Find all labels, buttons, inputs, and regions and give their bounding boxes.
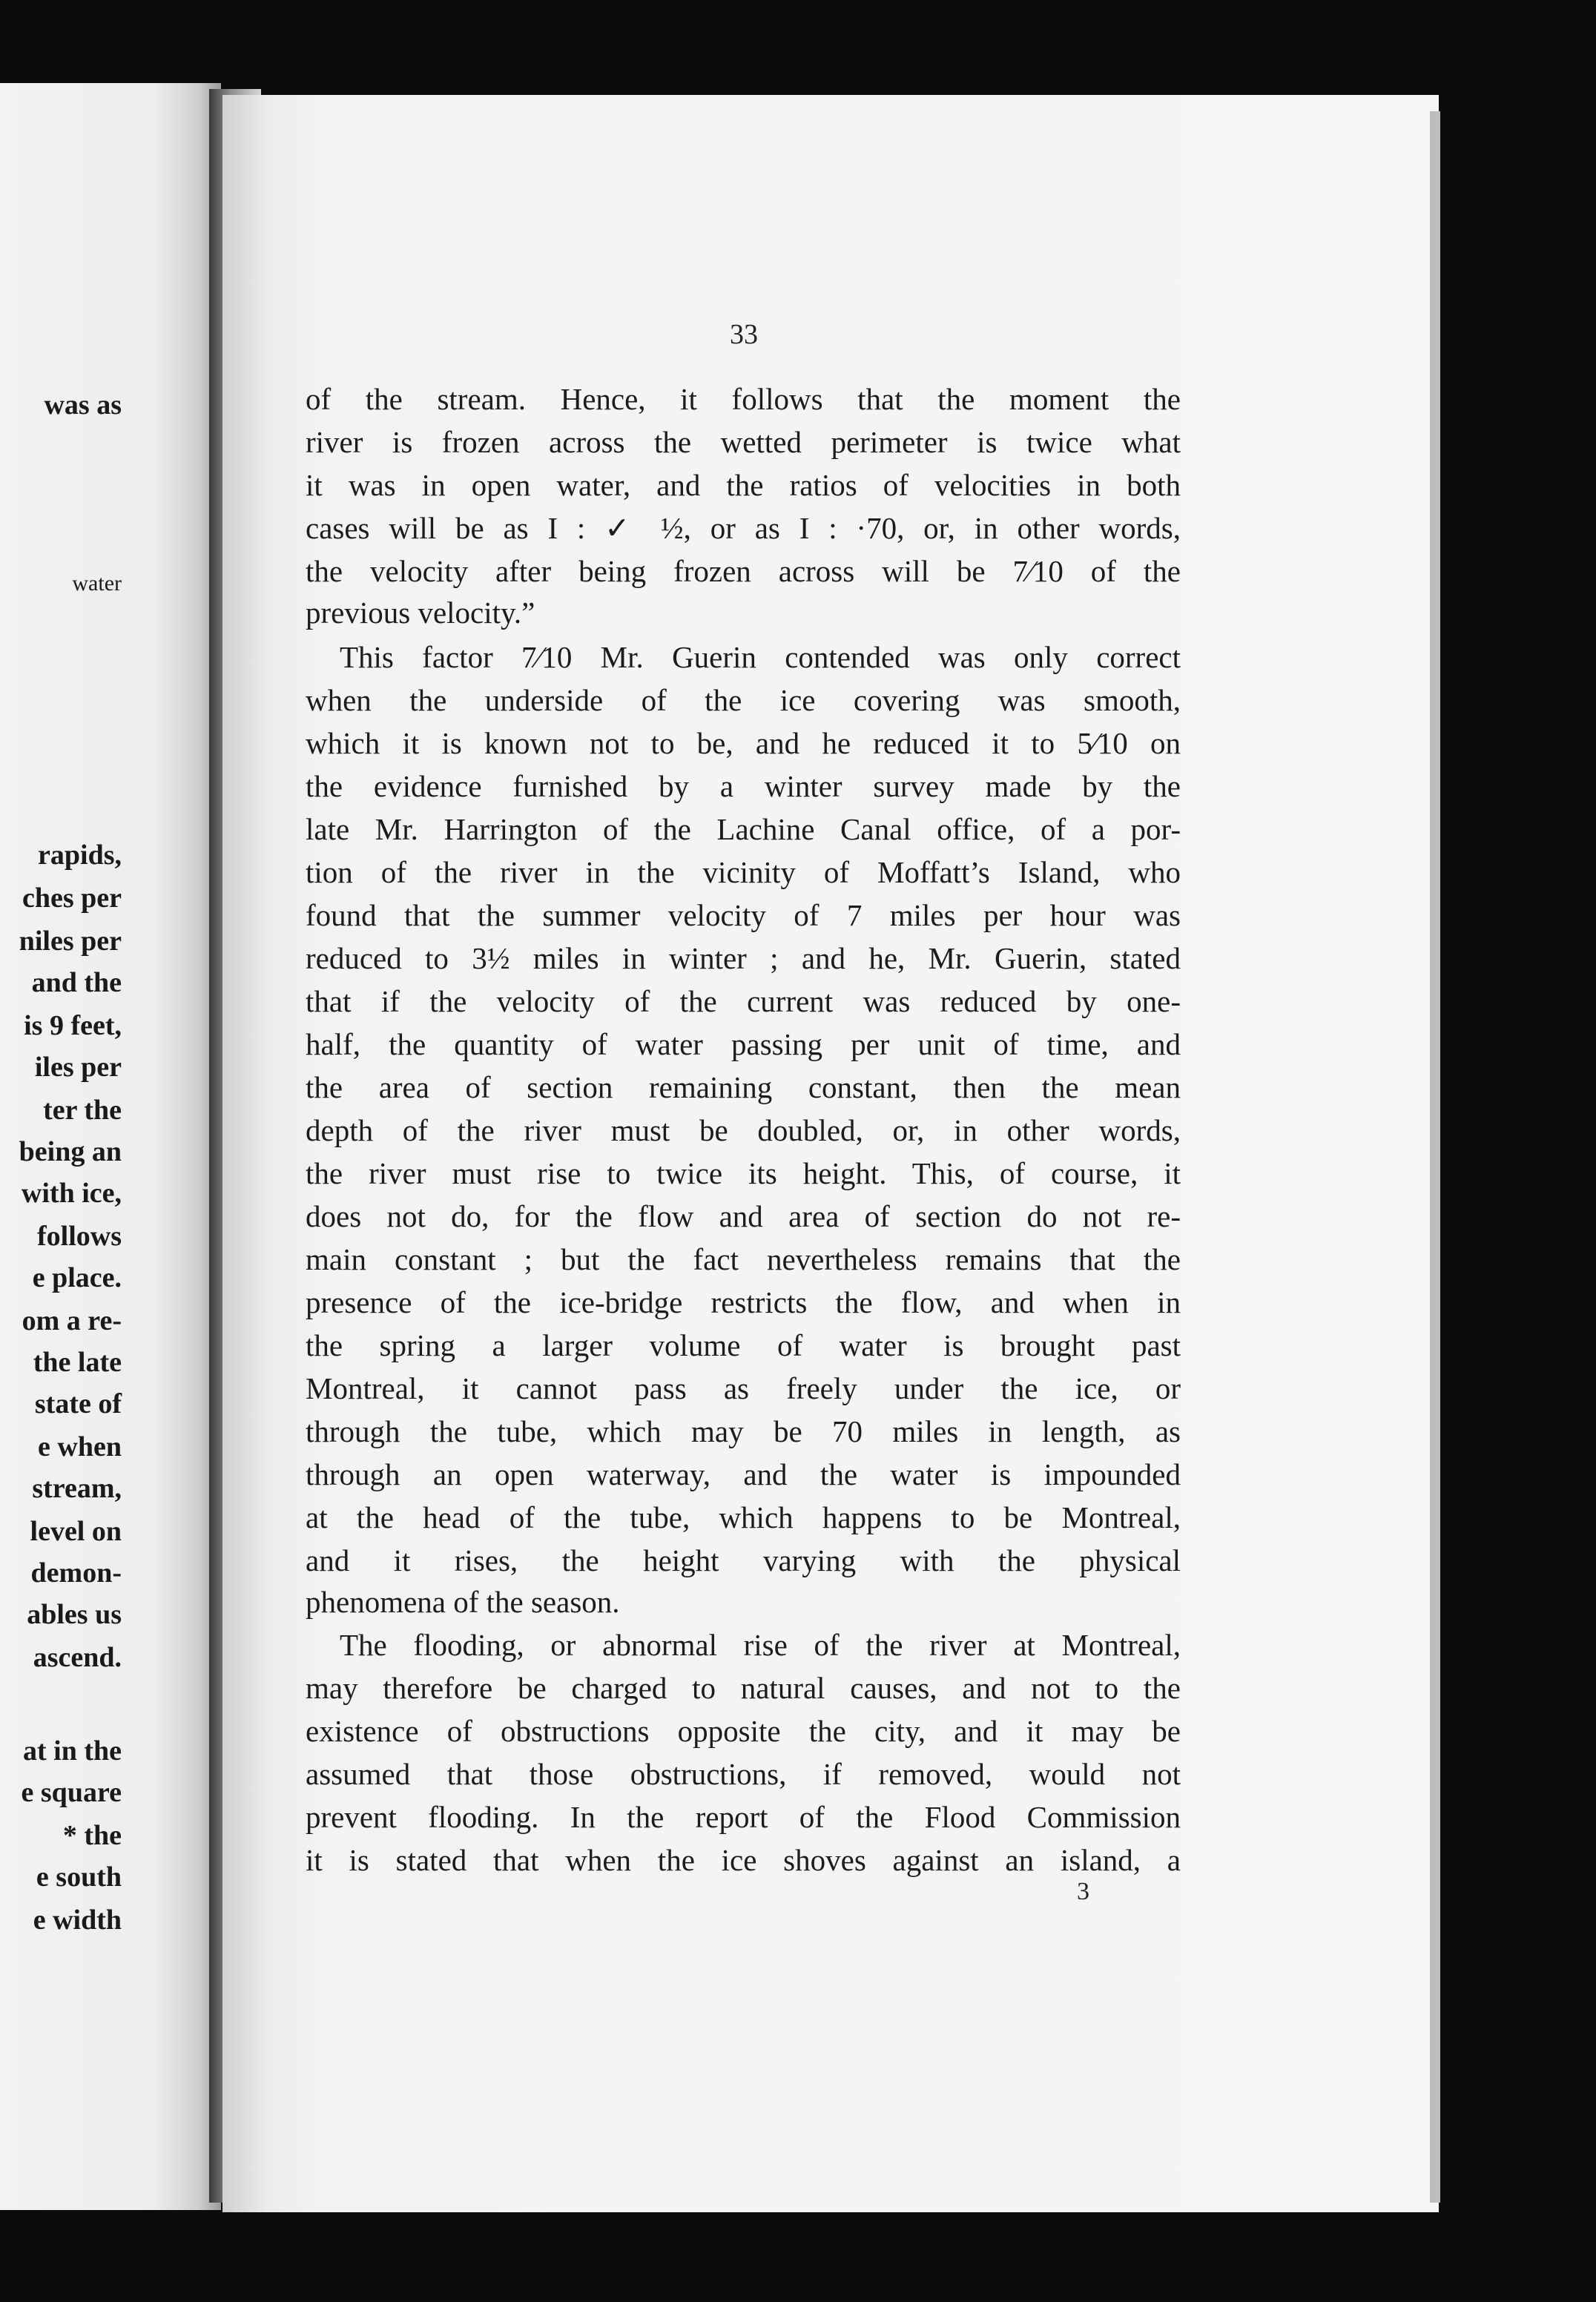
text-line: the river must rise to twice its height. This, of course, it xyxy=(306,1156,1181,1190)
left-page xyxy=(0,83,221,2210)
left-page-fragment: niles per xyxy=(19,926,122,957)
signature-mark: 3 xyxy=(1077,1878,1089,1905)
left-page-fragment: ables us xyxy=(27,1599,122,1630)
text-line: late Mr. Harrington of the Lachine Canal office, of a por- xyxy=(306,812,1181,846)
text-line: reduced to 3½ miles in winter ; and he, Mr. Guerin, stated xyxy=(306,941,1181,975)
left-page-fragment: iles per xyxy=(34,1052,122,1083)
left-page-fragment: ascend. xyxy=(33,1642,122,1673)
text-line: assumed that those obstructions, if removed, would not xyxy=(306,1757,1181,1791)
left-page-fragment: and the xyxy=(31,967,122,998)
left-page-fragment: stream, xyxy=(32,1473,122,1504)
left-page-fragment: demon- xyxy=(30,1557,122,1589)
text-line: river is frozen across the wetted perimeter is twice what xyxy=(306,425,1181,459)
text-line: depth of the river must be doubled, or, in other words, xyxy=(306,1113,1181,1147)
text-line: The flooding, or abnormal rise of the river at Montreal, xyxy=(340,1628,1181,1662)
page-number: 33 xyxy=(730,319,758,350)
left-page-fragment: being an xyxy=(19,1136,122,1167)
text-line: cases will be as I : ✓ ½, or as I : ·70, or, in other words, xyxy=(306,511,1181,545)
left-page-fragment: * the xyxy=(62,1820,122,1851)
left-page-fragment: water xyxy=(72,571,122,596)
left-page-fragment: the late xyxy=(33,1347,122,1378)
left-page-fragment: was as xyxy=(44,389,122,421)
text-line: phenomena of the season. xyxy=(306,1585,620,1619)
text-line: prevent flooding. In the report of the Flood Commission xyxy=(306,1800,1181,1834)
text-line: which it is known not to be, and he reduced it to 5⁄10 on xyxy=(306,726,1181,760)
text-line: previous velocity.” xyxy=(306,596,535,630)
left-page-fragment: is 9 feet, xyxy=(24,1010,122,1041)
left-page-fragment: e when xyxy=(38,1431,122,1462)
left-page-fragment: with ice, xyxy=(21,1178,122,1209)
left-page-fragment: at in the xyxy=(23,1735,122,1767)
text-line: This factor 7⁄10 Mr. Guerin contended was only correct xyxy=(340,640,1181,674)
text-line: Montreal, it cannot pass as freely under the ice, or xyxy=(306,1371,1181,1405)
left-page-fragment: e square xyxy=(21,1777,122,1808)
left-page-fragment: e south xyxy=(36,1861,122,1893)
text-line: tion of the river in the vicinity of Moffatt’s Island, who xyxy=(306,855,1181,889)
left-page-fragment: ter the xyxy=(43,1095,122,1126)
left-page-fragment: om a re- xyxy=(22,1305,122,1336)
page-edge xyxy=(1430,111,1440,2203)
text-line: main constant ; but the fact nevertheless remains that the xyxy=(306,1242,1181,1276)
text-line: through the tube, which may be 70 miles in length, as xyxy=(306,1414,1181,1448)
text-line: when the underside of the ice covering was smooth, xyxy=(306,683,1181,717)
text-line: existence of obstructions opposite the city, and it may be xyxy=(306,1714,1181,1748)
text-line: the evidence furnished by a winter survey made by the xyxy=(306,769,1181,803)
text-line: the spring a larger volume of water is brought past xyxy=(306,1328,1181,1362)
left-page-fragment: e place. xyxy=(32,1262,122,1293)
text-line: through an open waterway, and the water is impounded xyxy=(306,1457,1181,1491)
left-page-fragment: state of xyxy=(34,1388,122,1419)
text-line: the velocity after being frozen across will be 7⁄10 of the xyxy=(306,554,1181,588)
text-line: it was in open water, and the ratios of velocities in both xyxy=(306,468,1181,502)
text-line: at the head of the tube, which happens to be Montreal, xyxy=(306,1500,1181,1534)
text-line: may therefore be charged to natural causes, and not to the xyxy=(306,1671,1181,1705)
text-line: the area of section remaining constant, then the mean xyxy=(306,1070,1181,1104)
text-line: of the stream. Hence, it follows that the moment the xyxy=(306,382,1181,416)
text-line: presence of the ice-bridge restricts the flow, and when in xyxy=(306,1285,1181,1319)
left-page-fragment: follows xyxy=(37,1221,122,1252)
text-line: that if the velocity of the current was reduced by one- xyxy=(306,984,1181,1018)
text-line: it is stated that when the ice shoves against an island, a xyxy=(306,1843,1181,1877)
text-line: half, the quantity of water passing per unit of time, and xyxy=(306,1027,1181,1061)
left-page-fragment: rapids, xyxy=(38,840,122,871)
text-line: does not do, for the flow and area of section do not re- xyxy=(306,1199,1181,1233)
text-line: found that the summer velocity of 7 miles per hour was xyxy=(306,898,1181,932)
left-page-fragment: ches per xyxy=(22,883,122,914)
left-page-fragment: e width xyxy=(33,1904,122,1936)
text-line: and it rises, the height varying with the physical xyxy=(306,1543,1181,1577)
left-page-fragment: level on xyxy=(30,1516,122,1547)
